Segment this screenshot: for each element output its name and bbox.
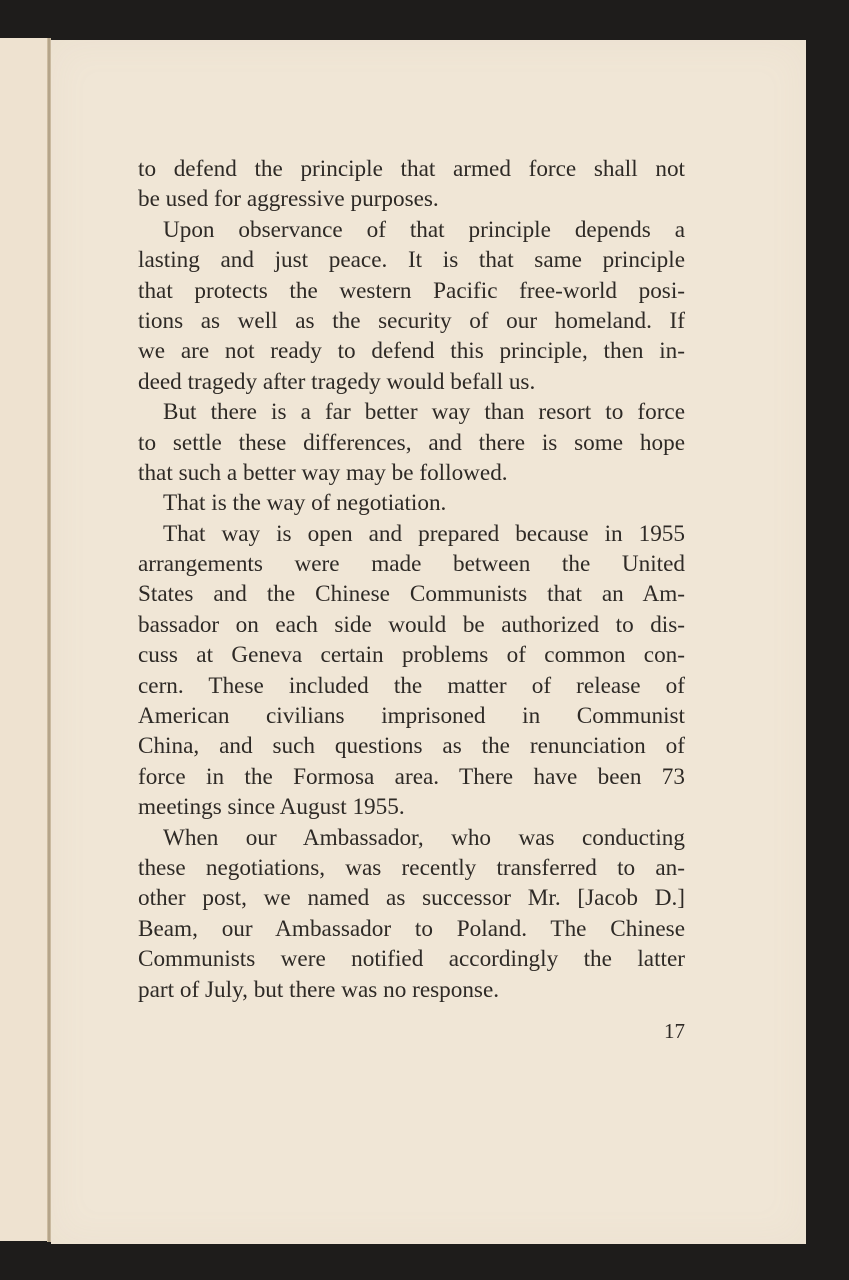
page-number: 17 (664, 1019, 685, 1043)
text-line: that such a better way may be followed. (138, 459, 508, 486)
book-page (51, 40, 806, 1244)
text-line: That is the way of negotiation. (163, 490, 447, 517)
body-text (138, 154, 685, 1005)
facing-page-edge (0, 38, 50, 1241)
text-line: lasting and just peace. It is that same principle (138, 247, 685, 274)
text-line: That way is open and prepared because in 1955 (163, 520, 685, 547)
text-line: force in the Formosa area. There have been 73 (138, 763, 685, 790)
text-line: States and the Chinese Communists that an Am- (138, 581, 685, 608)
text-line: meetings since August 1955. (138, 794, 405, 821)
text-line: cern. These included the matter of release of (138, 672, 685, 699)
text-line: bassador on each side would be authorized to dis- (138, 611, 685, 638)
text-line: When our Ambassador, who was conducting (163, 824, 685, 851)
text-line: to settle these differences, and there is some hope (138, 429, 685, 456)
text-line: to defend the principle that armed force shall not (138, 156, 685, 182)
text-line: Beam, our Ambassador to Poland. The Chinese (138, 915, 685, 942)
text-line: we are not ready to defend this principle, then in- (138, 338, 685, 365)
text-line: cuss at Geneva certain problems of common con- (138, 642, 685, 669)
text-line: these negotiations, was recently transferred to an- (138, 854, 685, 881)
text-line: part of July, but there was no response. (138, 976, 500, 1003)
text-line: that protects the western Pacific free-world posi- (138, 277, 685, 304)
text-line: deed tragedy after tragedy would befall us. (138, 368, 536, 395)
text-line: be used for aggressive purposes. (138, 186, 439, 213)
text-line: But there is a far better way than resort to force (163, 399, 685, 426)
text-line: American civilians imprisoned in Communist (138, 703, 685, 730)
text-line: arrangements were made between the United (138, 551, 685, 578)
text-line: China, and such questions as the renunciation of (138, 733, 685, 760)
text-line: Upon observance of that principle depends a (163, 216, 685, 243)
text-line: tions as well as the security of our homeland. If (138, 307, 685, 334)
text-line: other post, we named as successor Mr. [Jacob D.] (138, 885, 685, 912)
text-line: Communists were notified accordingly the latter (138, 946, 685, 973)
